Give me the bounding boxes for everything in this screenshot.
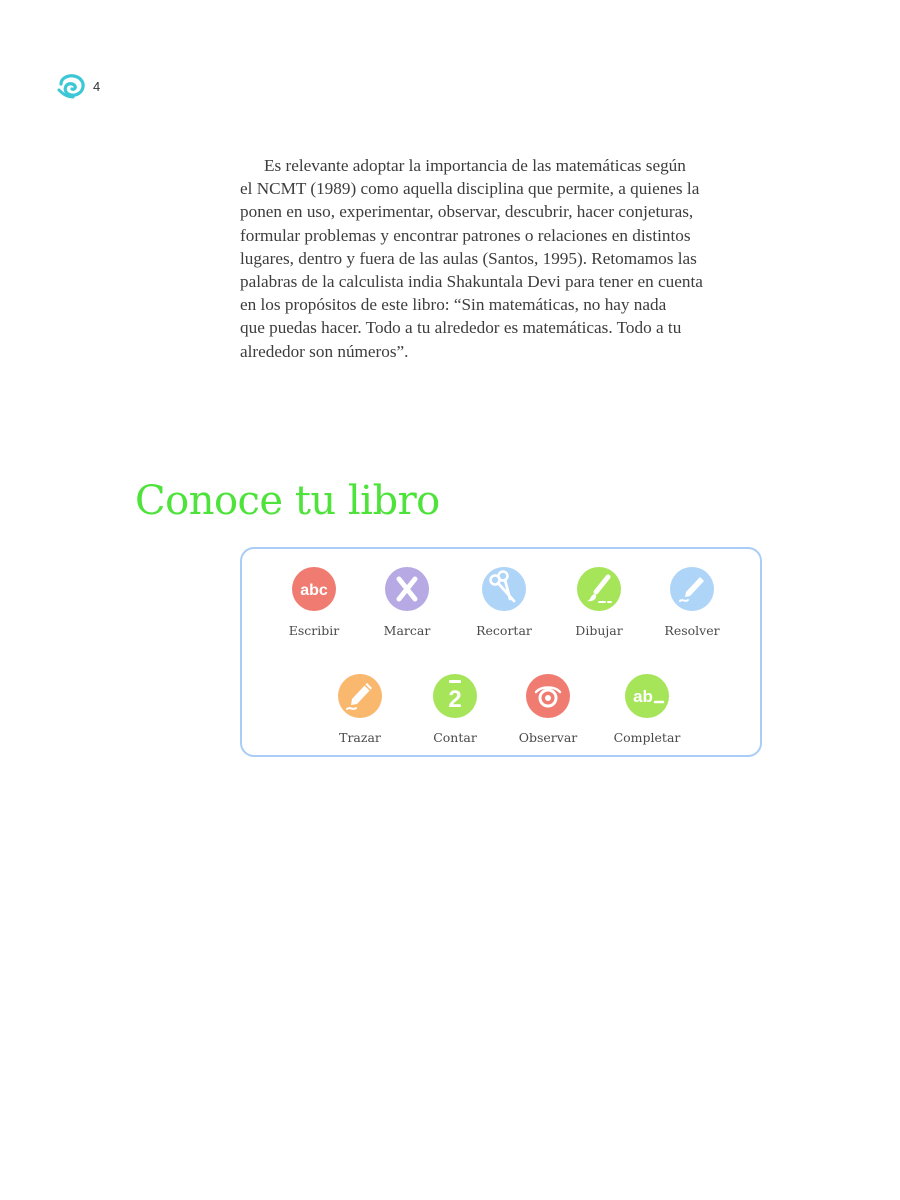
legend-item-trazar xyxy=(310,672,410,745)
intro-line: Es relevante adoptar la importancia de las matemáticas según xyxy=(264,156,686,175)
intro-line: el NCMT (1989) como aquella disciplina que permite, a quienes la xyxy=(240,179,700,199)
intro-line: que puedas hacer. Todo a tu alrededor es matemáticas. Todo a tu xyxy=(240,318,682,338)
abc-icon xyxy=(290,565,338,613)
spiral-logo-icon xyxy=(57,73,87,99)
svg-text:abc: abc xyxy=(300,582,328,599)
legend-label: Dibujar xyxy=(575,623,623,638)
eye-icon xyxy=(524,672,572,720)
legend-label: Trazar xyxy=(339,730,381,745)
intro-line: lugares, dentro y fuera de las aulas (Santos, 1995). Retomamos las xyxy=(240,248,697,268)
intro-line: palabras de la calculista india Shakuntala Devi para tener en cuenta xyxy=(240,272,703,292)
x-mark-icon xyxy=(383,565,431,613)
legend-item-resolver xyxy=(642,565,742,638)
ab-blank-icon xyxy=(623,672,671,720)
legend-label: Escribir xyxy=(288,623,340,638)
legend-item-marcar xyxy=(357,565,457,638)
legend-label: Recortar xyxy=(476,623,532,638)
page-header xyxy=(57,72,100,100)
intro-line: en los propósitos de este libro: “Sin matemáticas, no hay nada xyxy=(240,295,667,315)
section-title: Conoce tu libro xyxy=(135,478,440,524)
scissors-icon xyxy=(480,565,528,613)
legend-item-dibujar xyxy=(549,565,649,638)
legend-item-completar xyxy=(597,672,697,745)
pencil-icon xyxy=(336,672,384,720)
svg-text:2: 2 xyxy=(448,686,462,713)
number-icon xyxy=(431,672,479,720)
intro-paragraph xyxy=(240,154,770,363)
brush-icon xyxy=(575,565,623,613)
legend-item-escribir xyxy=(264,565,364,638)
intro-line: formular problemas y encontrar patrones o relaciones en distintos xyxy=(240,225,691,245)
pen-icon xyxy=(668,565,716,613)
legend-label: Completar xyxy=(613,730,681,745)
intro-line: alrededor son números”. xyxy=(240,341,409,361)
legend-label: Observar xyxy=(518,730,578,745)
intro-line: ponen en uso, experimentar, observar, descubrir, hacer conjeturas, xyxy=(240,202,694,222)
legend-item-recortar xyxy=(454,565,554,638)
page-number: 4 xyxy=(93,78,101,94)
icon-legend-box xyxy=(240,547,762,757)
legend-label: Marcar xyxy=(383,623,431,638)
svg-text:ab: ab xyxy=(633,687,653,706)
legend-label: Contar xyxy=(433,730,477,745)
legend-item-contar xyxy=(405,672,505,745)
legend-label: Resolver xyxy=(664,623,720,638)
legend-item-observar xyxy=(498,672,598,745)
